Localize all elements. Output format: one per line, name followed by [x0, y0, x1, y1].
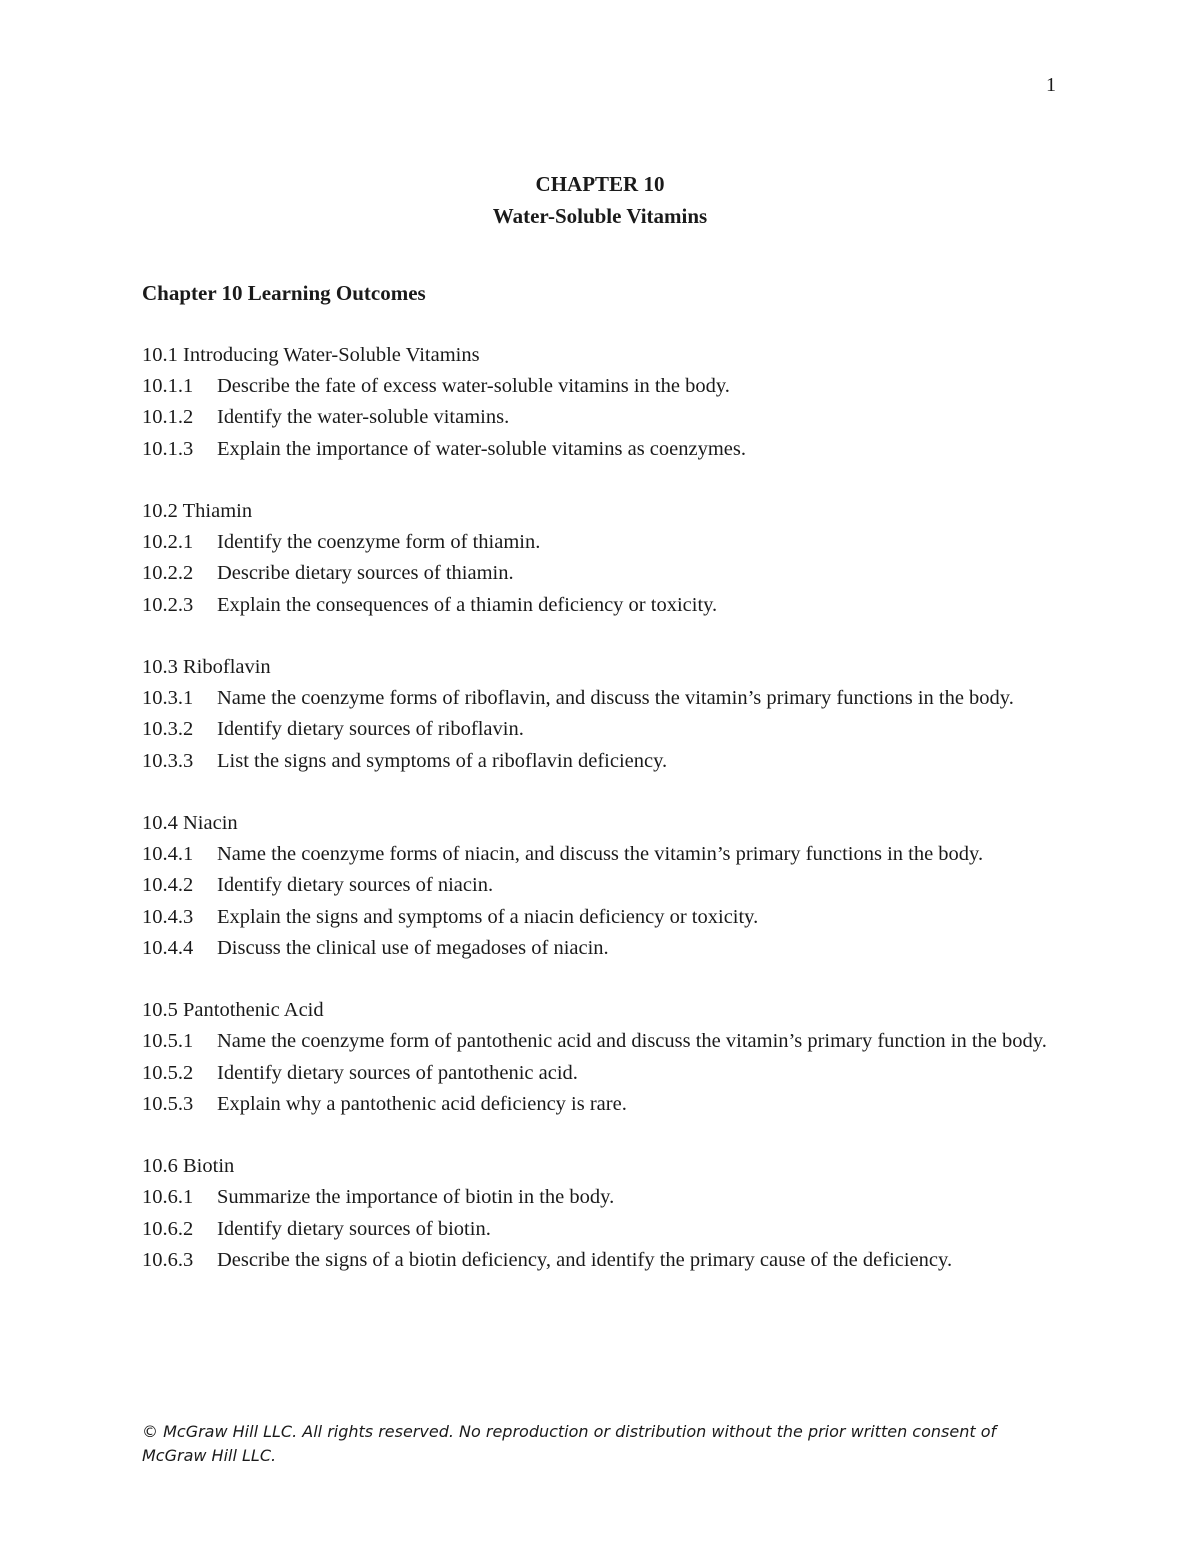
outcome-item: [142, 371, 1062, 402]
outcome-text: Name the coenzyme form of pantothenic acid and discuss the vitamin’s primary function in the body.: [217, 1030, 1047, 1053]
outcome-number: 10.1.1: [142, 375, 194, 398]
outcome-number: 10.6.3: [142, 1248, 194, 1271]
outcome-item: [142, 1182, 1062, 1213]
outcome-number: 10.4.2: [142, 874, 194, 897]
outcome-text: Describe the signs of a biotin deficiency, and identify the primary cause of the deficiency.: [217, 1248, 953, 1271]
outcome-number: 10.5.3: [142, 1092, 194, 1115]
outcome-number: 10.6.1: [142, 1186, 194, 1209]
chapter-title: Water-Soluble Vitamins: [492, 204, 708, 228]
outcome-number: 10.4.4: [142, 936, 194, 959]
outcome-item: [142, 683, 1062, 714]
outcome-text: Identify dietary sources of biotin.: [217, 1217, 491, 1240]
outcome-number: 10.5.1: [142, 1030, 194, 1053]
outcome-item: [142, 1089, 1062, 1120]
chapter-label: CHAPTER 10: [535, 172, 665, 196]
outcome-number: 10.3.1: [142, 687, 194, 710]
outcome-number: 10.5.2: [142, 1061, 194, 1084]
outcome-number: 10.2.1: [142, 531, 194, 554]
outcome-item: [142, 434, 1062, 465]
section-title: 10.1 Introducing Water-Soluble Vitamins: [142, 344, 480, 366]
outcome-item: [142, 1058, 1062, 1089]
outcome-item: [142, 870, 1062, 901]
outcome-item: [142, 1245, 1062, 1276]
outcome-item: [142, 590, 1062, 621]
outcome-text: Identify dietary sources of riboflavin.: [217, 718, 524, 741]
learning-outcomes-list: [142, 340, 1062, 1307]
outcome-item: [142, 558, 1062, 589]
outcome-text: Identify the water-soluble vitamins.: [217, 406, 510, 429]
outcome-number: 10.3.3: [142, 749, 194, 772]
outcome-text: Summarize the importance of biotin in the body.: [217, 1186, 615, 1209]
outcome-text: Explain the importance of water-soluble vitamins as coenzymes.: [217, 437, 747, 460]
chapter-heading: [0, 168, 1200, 232]
page-number: 1: [1046, 74, 1056, 96]
outcome-item: [142, 1026, 1062, 1057]
outcome-number: 10.1.2: [142, 406, 194, 429]
outcome-item: [142, 527, 1062, 558]
outcome-section: [142, 652, 1062, 777]
outcome-number: 10.4.3: [142, 905, 194, 928]
outcome-section: [142, 995, 1062, 1120]
outcome-item: [142, 746, 1062, 777]
outcome-number: 10.4.1: [142, 843, 194, 866]
outcome-text: Discuss the clinical use of megadoses of niacin.: [217, 936, 609, 959]
outcome-text: Explain why a pantothenic acid deficiency is rare.: [217, 1092, 627, 1115]
outcome-text: Name the coenzyme forms of niacin, and discuss the vitamin’s primary functions in the body.: [217, 843, 984, 866]
outcome-text: Describe the fate of excess water-soluble vitamins in the body.: [217, 375, 730, 398]
outcome-text: List the signs and symptoms of a riboflavin deficiency.: [217, 749, 668, 772]
outcome-section: [142, 340, 1062, 465]
outcome-text: Identify dietary sources of pantothenic acid.: [217, 1061, 578, 1084]
outcome-text: Identify the coenzyme form of thiamin.: [217, 531, 541, 554]
outcome-text: Explain the signs and symptoms of a niacin deficiency or toxicity.: [217, 905, 759, 928]
outcome-number: 10.6.2: [142, 1217, 194, 1240]
outcome-text: Explain the consequences of a thiamin deficiency or toxicity.: [217, 593, 718, 616]
outcome-number: 10.2.2: [142, 562, 194, 585]
outcome-item: [142, 839, 1062, 870]
outcome-section: [142, 808, 1062, 964]
outcome-text: Name the coenzyme forms of riboflavin, and discuss the vitamin’s primary functions in the body.: [217, 687, 1014, 710]
section-title: 10.4 Niacin: [142, 812, 238, 834]
outcome-item: [142, 1214, 1062, 1245]
copyright-footer: © McGraw Hill LLC. All rights reserved. No reproduction or distribution without the prior written consent of McGraw Hill LLC.: [142, 1422, 997, 1465]
outcome-item: [142, 933, 1062, 964]
learning-outcomes-title: Chapter 10 Learning Outcomes: [142, 281, 426, 305]
outcome-text: Identify dietary sources of niacin.: [217, 874, 494, 897]
outcome-item: [142, 402, 1062, 433]
outcome-number: 10.2.3: [142, 593, 194, 616]
section-title: 10.2 Thiamin: [142, 500, 253, 522]
outcome-text: Describe dietary sources of thiamin.: [217, 562, 514, 585]
outcome-item: [142, 714, 1062, 745]
outcome-number: 10.1.3: [142, 437, 194, 460]
outcome-number: 10.3.2: [142, 718, 194, 741]
outcome-item: [142, 902, 1062, 933]
outcome-section: [142, 496, 1062, 621]
outcome-section: [142, 1151, 1062, 1276]
section-title: 10.5 Pantothenic Acid: [142, 999, 324, 1022]
section-title: 10.3 Riboflavin: [142, 656, 271, 678]
section-title: 10.6 Biotin: [142, 1155, 235, 1178]
